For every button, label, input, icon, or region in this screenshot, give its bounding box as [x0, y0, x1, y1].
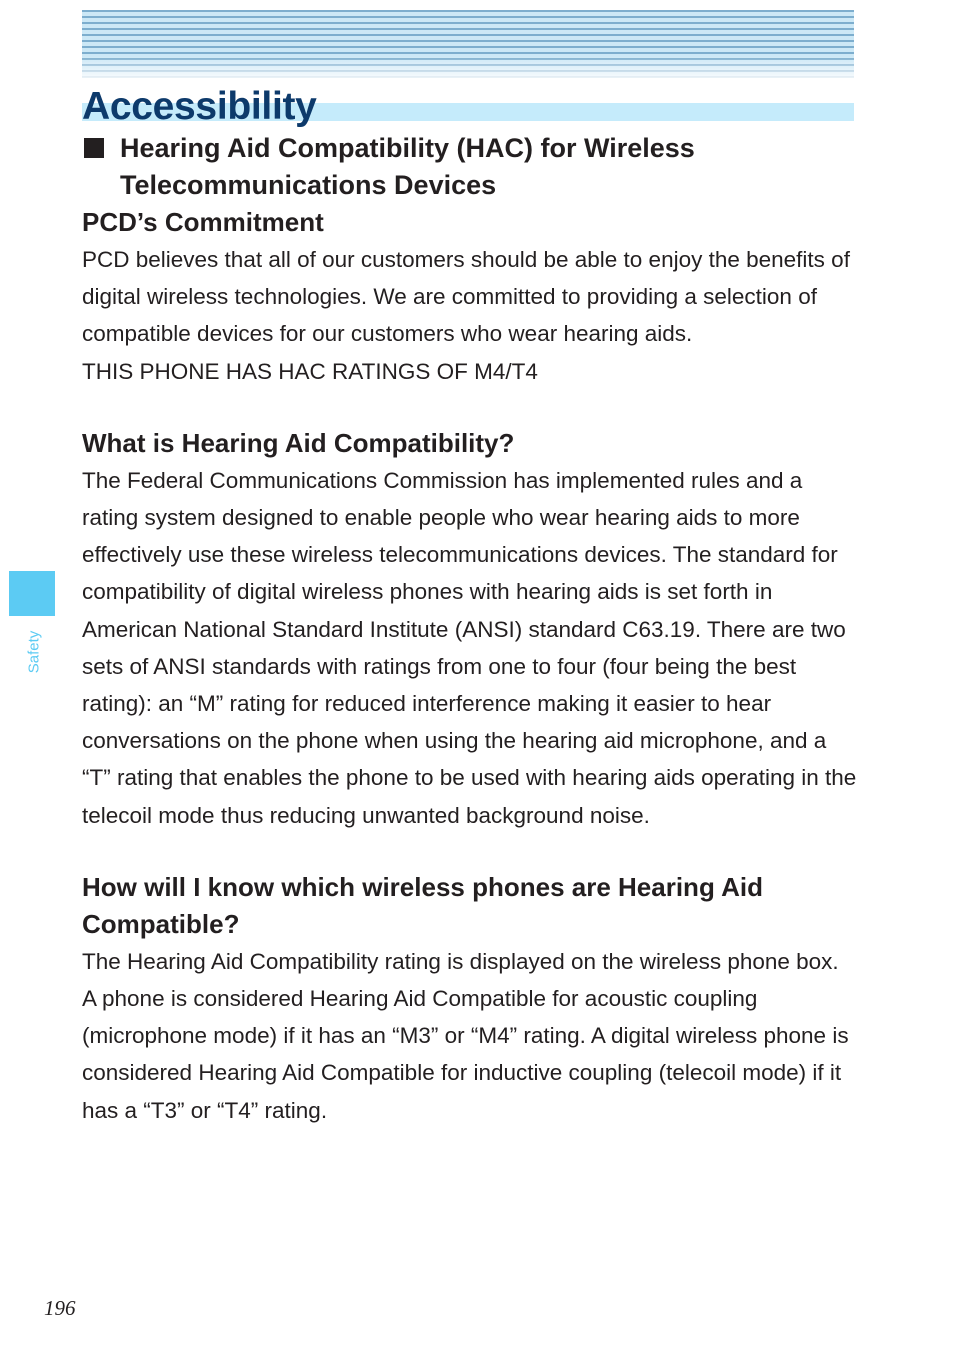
page-number: 196 [44, 1296, 76, 1320]
square-bullet-icon [84, 138, 104, 158]
hac-section-heading-text: Hearing Aid Compatibility (HAC) for Wireless Telecommunications Devices [120, 133, 695, 200]
how-to-know-body-1: The Hearing Aid Compatibility rating is displayed on the wireless phone box. [82, 948, 839, 974]
how-to-know-body-2: A phone is considered Hearing Aid Compatible for acoustic coupling (microphone mode) if it has an “M3” or “M4” rating. A digital wireless phone is considered Hearing Aid Compatible for inductive coupling (telecoil mode) if it has a “T3” or “T4” rating. [82, 986, 849, 1123]
section-tab-label: Safety [25, 630, 43, 674]
main-content [82, 130, 858, 1129]
commitment-body: PCD believes that all of our customers should be able to enjoy the benefits of digital wireless technologies. We are committed to providing a selection of compatible devices for our customers who wear hearing aids. [82, 247, 850, 347]
what-is-hac-heading: What is Hearing Aid Compatibility? [82, 427, 515, 458]
commitment-heading: PCD’s Commitment [82, 207, 324, 237]
spacer [82, 834, 858, 869]
header-stripes [82, 10, 854, 78]
hac-section-heading [82, 130, 858, 204]
section-tab-marker [9, 571, 55, 616]
hac-ratings-statement: THIS PHONE HAS HAC RATINGS OF M4/T4 [82, 358, 538, 384]
how-to-know-heading: How will I know which wireless phones are Hearing Aid Compatible? [82, 871, 763, 939]
what-is-hac-body: The Federal Communications Commission has implemented rules and a rating system designed to enable people who wear hearing aids to more effectively use these wireless telecommunications devices. The standard for compatibility of digital wireless phones with hearing aids is set forth in American National Standard Institute (ANSI) standard C63.19. There are two sets of ANSI standards with ratings from one to four (four being the best rating): an “M” rating for reduced interference making it easier to hear conversations on the phone when using the hearing aid microphone, and a “T” rating that enables the phone to be used with hearing aids operating in the telecoil mode thus reducing unwanted background noise. [82, 467, 857, 828]
page-title: Accessibility [82, 85, 317, 128]
spacer [82, 390, 858, 425]
